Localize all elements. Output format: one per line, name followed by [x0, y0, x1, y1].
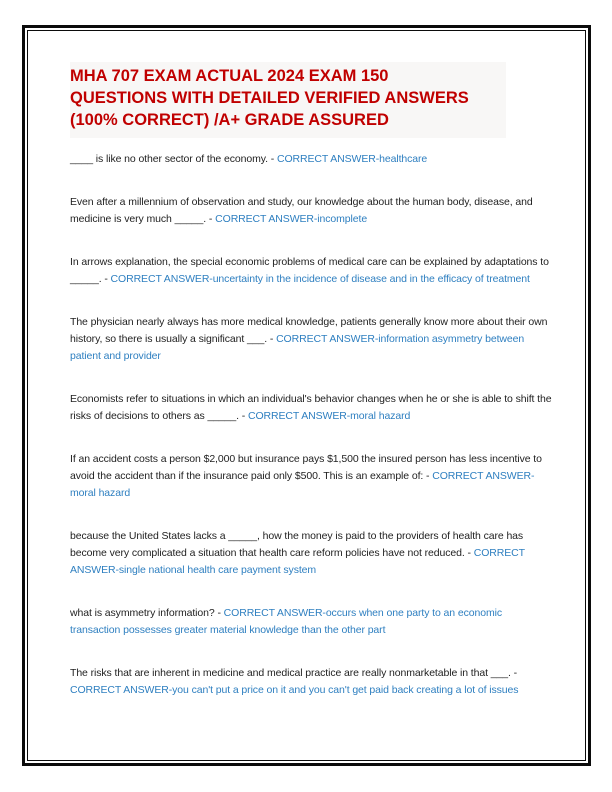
qa-paragraph: [70, 254, 552, 288]
qa-paragraph: [70, 151, 552, 168]
answer-text: CORRECT ANSWER-healthcare: [276, 153, 428, 165]
answer-text: CORRECT ANSWER-single national health care payment system: [70, 547, 525, 576]
qa-paragraph: [70, 391, 552, 425]
question-text: Even after a millennium of observation and study, our knowledge about the human body, disease, and medicine is very much _____. -: [70, 196, 533, 225]
qa-paragraph: [70, 605, 552, 639]
answer-text: CORRECT ANSWER-moral hazard: [248, 410, 411, 422]
question-text: The physician nearly always has more medical knowledge, patients generally know more about their own history, so there is usually a significant ___. -: [70, 316, 548, 345]
qa-paragraph: [70, 194, 552, 228]
answer-text: CORRECT ANSWER-incomplete: [215, 213, 368, 225]
question-text: If an accident costs a person $2,000 but insurance pays $1,500 the insured person has less incentive to avoid the accident than if the insurance paid only $500. This is an example of: -: [70, 453, 542, 482]
document-content: [70, 62, 554, 725]
answer-text: CORRECT ANSWER-you can't put a price on it and you can't get paid back creating a lot of issues: [70, 684, 519, 696]
answer-text: CORRECT ANSWER-information asymmetry between patient and provider: [70, 333, 525, 362]
qa-paragraph: [70, 528, 552, 579]
question-text: what is asymmetry information? -: [70, 607, 224, 619]
question-text: ____ is like no other sector of the economy. -: [70, 153, 277, 165]
answer-text: CORRECT ANSWER-uncertainty in the incidence of disease and in the efficacy of treatment: [110, 273, 530, 285]
question-text: Economists refer to situations in which an individual's behavior changes when he or she is able to shift the risks of decisions to others as _____. -: [70, 393, 552, 422]
question-text: In arrows explanation, the special economic problems of medical care can be explained by adaptations to _____. -: [70, 256, 549, 285]
qa-paragraph: [70, 314, 552, 365]
page-title: MHA 707 EXAM ACTUAL 2024 EXAM 150 QUESTIONS WITH DETAILED VERIFIED ANSWERS (100% CORRECT) /A+ GRADE ASSURED: [70, 62, 506, 138]
answer-text: CORRECT ANSWER-moral hazard: [70, 470, 535, 499]
answer-text: CORRECT ANSWER-occurs when one party to an economic transaction possesses greater material knowledge than the other part: [70, 607, 502, 636]
qa-paragraph: [70, 451, 552, 502]
question-text: The risks that are inherent in medicine and medical practice are really nonmarketable in that ___. -: [70, 667, 517, 679]
question-text: because the United States lacks a _____, how the money is paid to the providers of health care has become very complicated a situation that health care reform policies have not reduced. -: [70, 530, 524, 559]
qa-paragraph: [70, 665, 552, 699]
